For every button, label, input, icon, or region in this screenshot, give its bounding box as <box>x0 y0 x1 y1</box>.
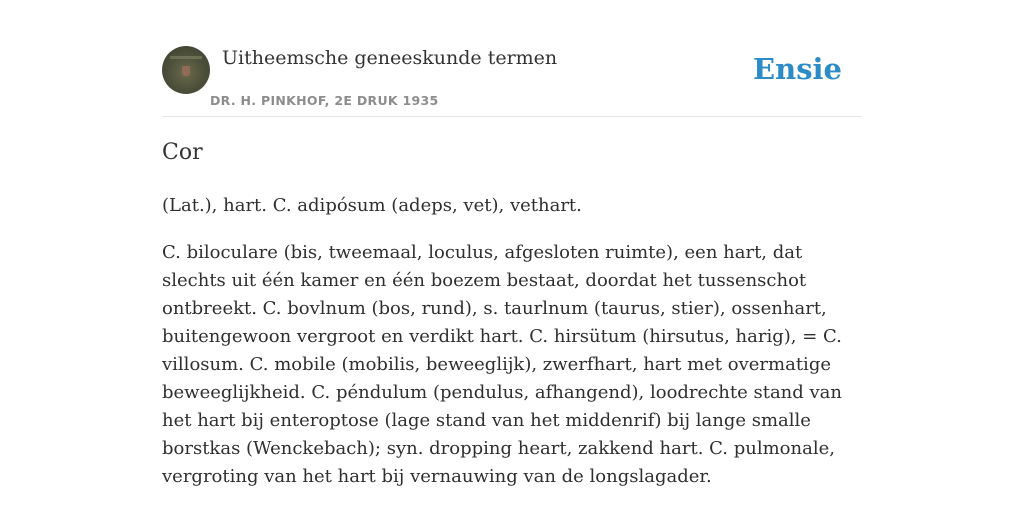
cover-band <box>170 56 202 59</box>
book-cover-icon[interactable] <box>162 46 210 94</box>
entry-term: Cor <box>162 140 203 165</box>
page-header <box>162 46 862 117</box>
entry-paragraph: C. biloculare (bis, tweemaal, loculus, afgesloten ruimte), een hart, dat slechts uit één kamer en één boezem bestaat, doordat het tussenschot ontbreekt. C. bovlnum (bos, rund), s. taurlnum (taurus, stier), ossenhart, buitengewoon vergroot en verdikt hart. C. hirsütum (hirsutus, harig), = C. villosum. C. mobile (mobilis, beweeglijk), zwerfhart, hart met overmatige beweeglijkheid. C. péndulum (pendulus, afhangend), loodrechte stand van het hart bij enteroptose (lage stand van het middenrif) bij lange smalle borstkas (Wenckebach); syn. dropping heart, zakkend hart. C. pulmonale, vergroting van het hart bij vernauwing van de longslagader. <box>162 242 843 487</box>
entry-paragraph: (Lat.), hart. C. adipósum (adeps, vet), vethart. <box>162 195 582 216</box>
cover-emblem <box>182 66 190 76</box>
entry-content <box>162 192 862 510</box>
source-author: DR. H. PINKHOF, 2E DRUK 1935 <box>210 93 439 108</box>
source-title-link[interactable]: Uitheemsche geneeskunde termen <box>222 47 558 69</box>
ensie-logo-link[interactable]: Ensie <box>753 52 842 86</box>
